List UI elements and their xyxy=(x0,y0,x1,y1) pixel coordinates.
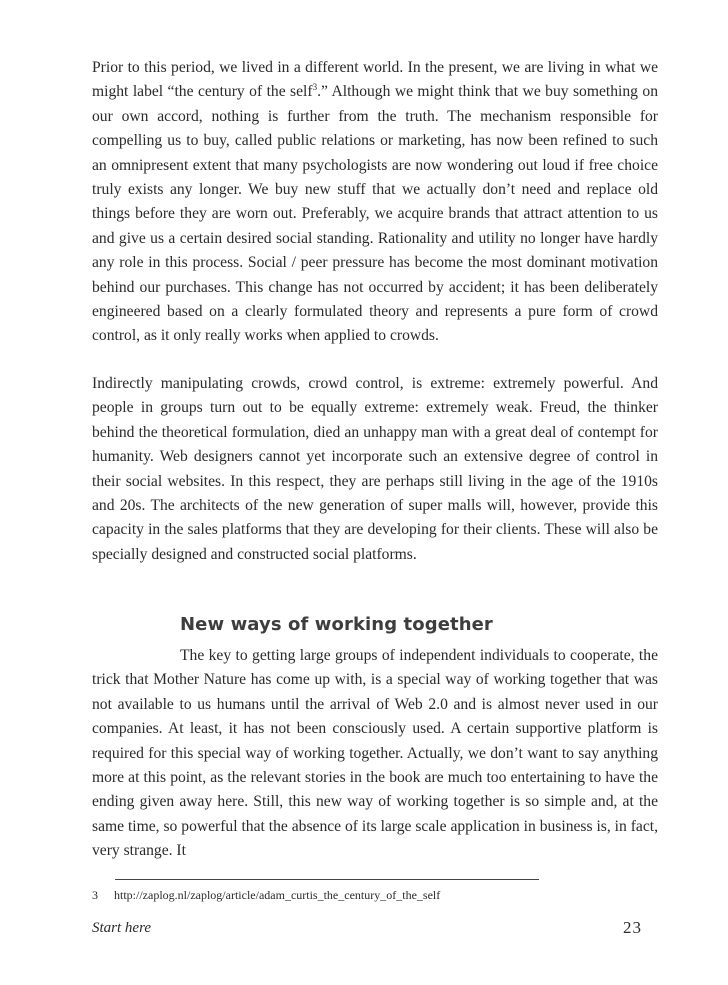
body-paragraph-2 xyxy=(92,372,658,567)
paragraph-1-text: Prior to this period, we lived in a different world. In the present, we are living in what we might label “the century of the self xyxy=(92,59,658,101)
footnote-number: 3 xyxy=(92,888,98,902)
footnote-link[interactable]: http://zaplog.nl/zaplog/article/adam_curtis_the_century_of_the_self xyxy=(114,888,441,902)
footnote-reference: 3 xyxy=(312,82,318,93)
paragraph-3-text: The key to getting large groups of independent individuals to cooperate, the trick that Mother Nature has come up with, is a special way of working together that was not available to us humans until the arrival of Web 2.0 and is almost never used in our companies. At least, it has not been consciously used. A certain supportive platform is required for this special way of working together. Actually, we don’t want to say anything more at this point, as the relevant stories in the book are much too entertaining to have the ending given away here. Still, this new way of working together is so simple and, at the same time, so powerful that the absence of its large scale application in business is, in fact, very strange. It xyxy=(92,647,658,860)
paragraph-1-text-continued: .” Although we might think that we buy something on our own accord, nothing is further from the truth. The mechanism responsible for compelling us to buy, called public relations or marketing, has now been refined to such an omnipresent extent that many psychologists are now wondering out loud if free choice truly exists any longer. We buy new stuff that we actually don’t need and replace old things before they are worn out. Preferably, we acquire brands that attract attention to us and give us a certain desired social standing. Rationality and utility no longer have hardly any role in this process. Social / peer pressure has become the most dominant motivation behind our purchases. This change has not occurred by accident; it has been deliberately engineered based on a clearly formulated theory and represents a pure form of crowd control, as it only really works when applied to crowds. xyxy=(92,83,658,345)
body-paragraph-1 xyxy=(92,56,658,349)
page-number: 23 xyxy=(623,918,642,937)
running-footer-title: Start here xyxy=(92,920,152,936)
paragraph-2-text: Indirectly manipulating crowds, crowd control, is extreme: extremely powerful. And people in groups turn out to be equally extreme: extremely weak. Freud, the thinker behind the theoretical formulation, died an unhappy man with a great deal of contempt for humanity. Web designers cannot yet incorporate such an extensive degree of control in their social websites. In this respect, they are perhaps still living in the age of the 1910s and 20s. The architects of the new generation of super malls will, however, provide this capacity in the sales platforms that they are developing for their clients. These will also be specially designed and constructed social platforms. xyxy=(92,375,658,563)
footnote xyxy=(92,888,440,903)
section-heading: New ways of working together xyxy=(180,614,493,635)
body-paragraph-3 xyxy=(92,644,658,864)
footnote-divider xyxy=(115,879,539,880)
